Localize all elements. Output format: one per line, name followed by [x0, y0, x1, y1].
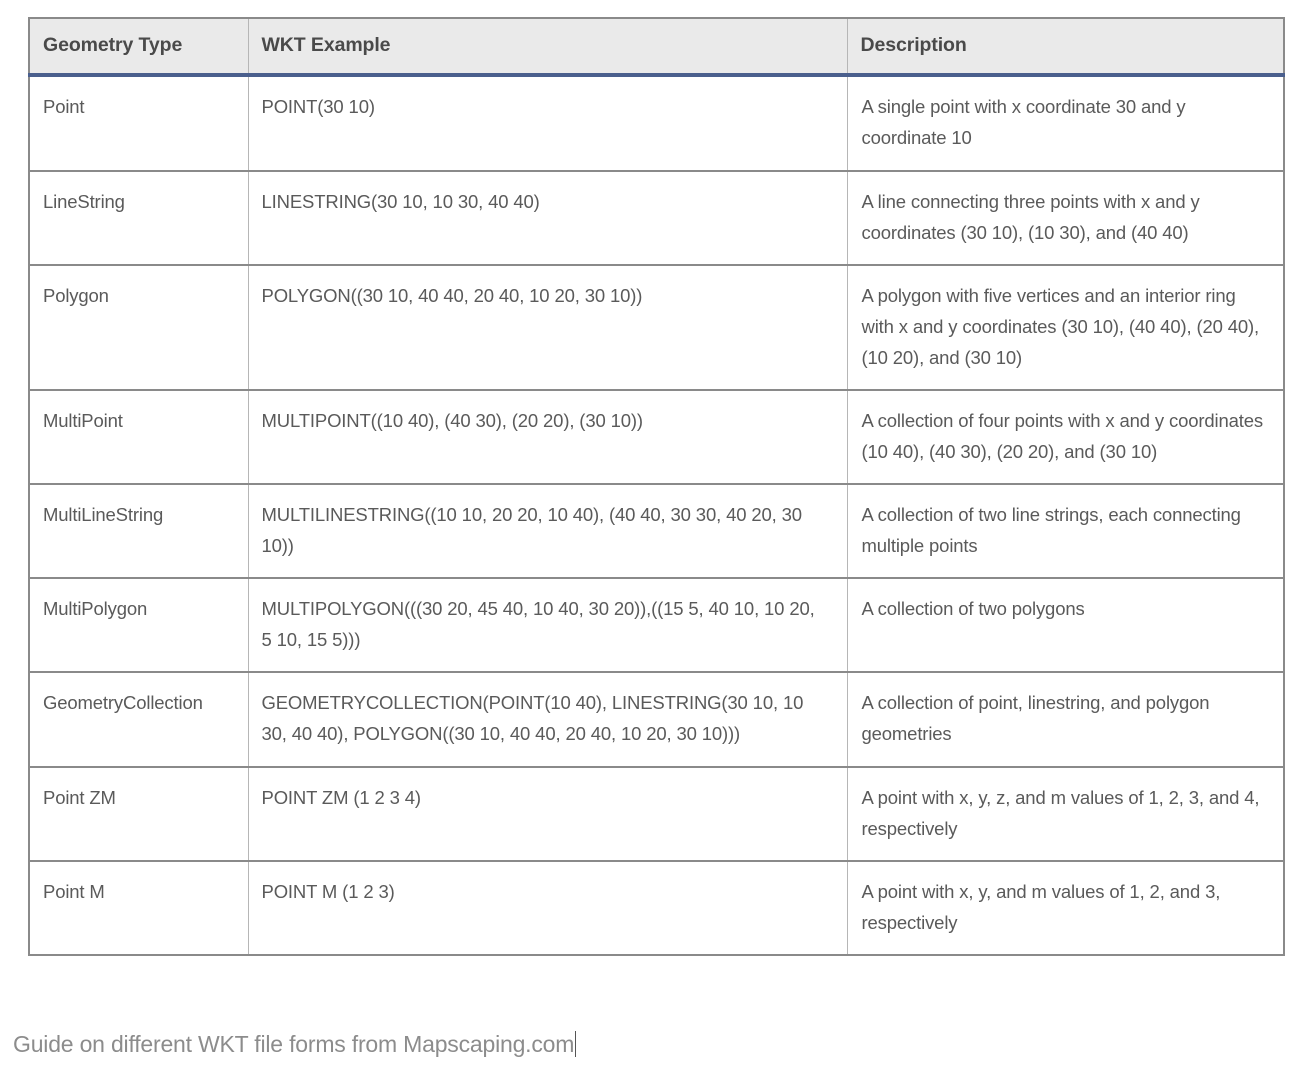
cell-description: A collection of two polygons: [847, 578, 1284, 672]
cell-geometry-type: MultiLineString: [29, 484, 248, 578]
cell-geometry-type: Polygon: [29, 265, 248, 390]
cell-geometry-type: LineString: [29, 171, 248, 265]
text-cursor-caret: [575, 1031, 576, 1057]
column-header-description: Description: [847, 18, 1284, 75]
cell-wkt-example: POLYGON((30 10, 40 40, 20 40, 10 20, 30 10)): [248, 265, 847, 390]
wkt-table-container: [28, 17, 1285, 956]
table-body: [29, 75, 1284, 954]
cell-description: A collection of point, linestring, and polygon geometries: [847, 672, 1284, 766]
cell-wkt-example: GEOMETRYCOLLECTION(POINT(10 40), LINESTRING(30 10, 10 30, 40 40), POLYGON((30 10, 40 40, 20 40, 10 20, 30 10))): [248, 672, 847, 766]
cell-geometry-type: Point ZM: [29, 767, 248, 861]
cell-geometry-type: Point: [29, 75, 248, 170]
table-header: [29, 18, 1284, 75]
cell-wkt-example: MULTIPOLYGON(((30 20, 45 40, 10 40, 30 20)),((15 5, 40 10, 10 20, 5 10, 15 5))): [248, 578, 847, 672]
table-caption[interactable]: [13, 1031, 576, 1058]
cell-geometry-type: GeometryCollection: [29, 672, 248, 766]
table-row: [29, 861, 1284, 955]
cell-wkt-example: LINESTRING(30 10, 10 30, 40 40): [248, 171, 847, 265]
table-row: [29, 578, 1284, 672]
cell-description: A polygon with five vertices and an interior ring with x and y coordinates (30 10), (40 40), (20 40), (10 20), and (30 10): [847, 265, 1284, 390]
cell-description: A point with x, y, and m values of 1, 2, and 3, respectively: [861, 880, 1221, 933]
column-header-wkt-example: WKT Example: [248, 18, 847, 75]
cell-description: A single point with x coordinate 30 and y coordinate 10: [847, 75, 1284, 170]
cell-wkt-example: MULTILINESTRING((10 10, 20 20, 10 40), (40 40, 30 30, 40 20, 30 10)): [248, 484, 847, 578]
cell-wkt-example: POINT M (1 2 3): [248, 861, 847, 955]
table-row: [29, 265, 1284, 390]
table-row: [29, 484, 1284, 578]
cell-wkt-example: POINT ZM (1 2 3 4): [248, 767, 847, 861]
table-row: [29, 767, 1284, 861]
caption-text: Guide on different WKT file forms from Mapscaping.com: [13, 1031, 575, 1057]
table-row: [29, 171, 1284, 265]
cell-description: A line connecting three points with x and y coordinates (30 10), (10 30), and (40 40): [847, 171, 1284, 265]
cell-description: A point with x, y, z, and m values of 1, 2, 3, and 4, respectively: [847, 767, 1284, 861]
cell-geometry-type: Point M: [29, 861, 248, 955]
cell-geometry-type: MultiPolygon: [29, 578, 248, 672]
cell-geometry-type: MultiPoint: [29, 390, 248, 484]
cell-wkt-example: POINT(30 10): [248, 75, 847, 170]
table-row: [29, 672, 1284, 766]
cell-wkt-example: MULTIPOINT((10 40), (40 30), (20 20), (30 10)): [248, 390, 847, 484]
column-header-geometry-type: Geometry Type: [29, 18, 248, 75]
wkt-geometry-table: [28, 17, 1285, 956]
table-row: [29, 390, 1284, 484]
header-row: [29, 18, 1284, 75]
cell-description: A collection of four points with x and y coordinates (10 40), (40 30), (20 20), and (30 10): [847, 390, 1284, 484]
table-row: [29, 75, 1284, 170]
cell-description: A collection of two line strings, each connecting multiple points: [847, 484, 1284, 578]
